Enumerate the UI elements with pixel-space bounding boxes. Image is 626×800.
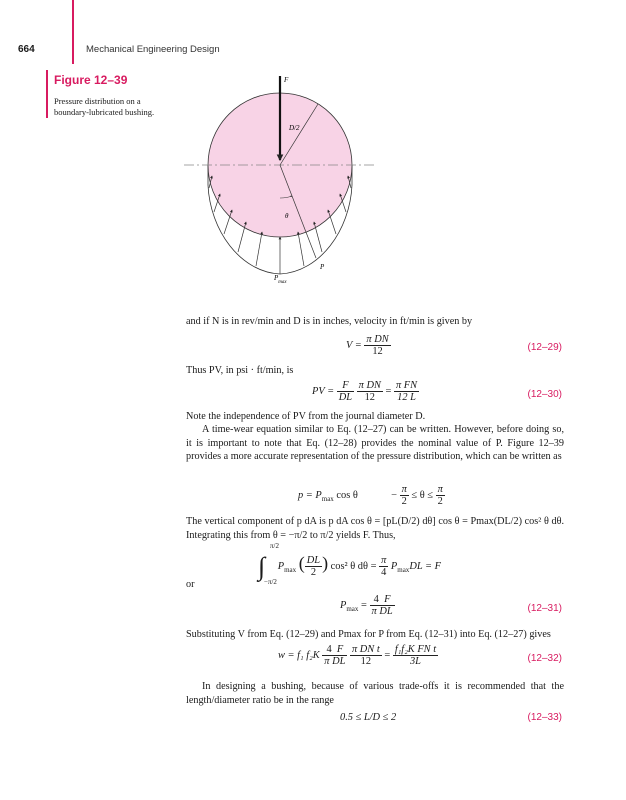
equation-number-12-32: (12–32): [527, 653, 562, 664]
equation-12-30: PV = $\frac{F}{DL}$ $\frac{\text{π DN}}{12}$ = $\frac{\text{π FN}}{12 L}$: [312, 380, 418, 403]
radius-label: D/2: [289, 124, 300, 132]
paragraph-or: or: [186, 579, 195, 590]
pressure-distribution-figure: [170, 70, 390, 300]
pressure-label: P: [320, 263, 325, 271]
equation-12-29: V = $\frac{\text{π DN}}{12}$: [346, 334, 389, 357]
paragraph-vertical-component: The vertical component of p dA is p dA cos θ = [pL(D/2) dθ] cos θ = Pmax(DL/2) cos² θ dθ. Integrating this from θ = −π/2 to π/2 yields F. Thus,: [186, 516, 564, 541]
equation-number-12-30: (12–30): [527, 389, 562, 400]
equation-number-12-29: (12–29): [527, 342, 562, 353]
page-number: 664: [18, 44, 35, 55]
equation-12-33: 0.5 ≤ L/D ≤ 2: [340, 712, 397, 723]
paragraph-designing: In designing a bushing, because of various trade-offs it is recommended that the length/diameter ratio be in the range: [186, 681, 564, 706]
equation-12-32: w = f₁ f₂K $\frac{4 F}{\text{π DL}}$ $\frac{\text{π DN t}}{12}$ = $\frac{\text{f₁f₂K FN t}}{3L}$: [278, 644, 437, 667]
paragraph-pv: Thus PV, in psi · ft/min, is: [186, 365, 294, 376]
figure-caption-bar: [46, 70, 48, 118]
force-label: F: [284, 76, 289, 84]
paragraph-independence: Note the independence of PV from the journal diameter D.: [186, 411, 426, 422]
book-title: Mechanical Engineering Design: [86, 44, 220, 55]
paragraph-time-wear: A time-wear equation similar to Eq. (12–27) can be written. However, before doing so, it is important to note that Eq. (12–28) provides the nominal value of P. Figure 12–39 provides a more accurate representation of the pressure distribution, which can be written as: [186, 424, 564, 462]
figure-caption: Pressure distribution on a boundary-lubricated bushing.: [54, 96, 155, 117]
pmax-label: $P_{max}$: [274, 274, 287, 285]
header-divider: [72, 0, 74, 64]
equation-number-12-33: (12–33): [527, 712, 562, 723]
equation-number-12-31: (12–31): [527, 603, 562, 614]
figure-label: Figure 12–39: [54, 73, 128, 87]
equation-pressure: $p = P_{max}$ cos θ − $\frac{\pi}{2}$ ≤ θ ≤ $\frac{\pi}{2}$: [298, 484, 443, 507]
theta-label: θ: [285, 212, 289, 220]
paragraph-substituting: Substituting V from Eq. (12–29) and Pmax for P from Eq. (12–31) into Eq. (12–27) gives: [186, 629, 551, 640]
paragraph-velocity: and if N is in rev/min and D is in inches, velocity in ft/min is given by: [186, 316, 473, 327]
equation-12-31: $P_{max}$ = $\frac{4 F}{\text{π DL}}$: [340, 594, 393, 617]
equation-integral: ∫ π/2 −π/2 $P_{max}$ ( $\frac{DL}{2}$ ) cos² θ dθ = $\frac{\pi}{4}$ $P_{max}DL = F$: [258, 542, 441, 586]
